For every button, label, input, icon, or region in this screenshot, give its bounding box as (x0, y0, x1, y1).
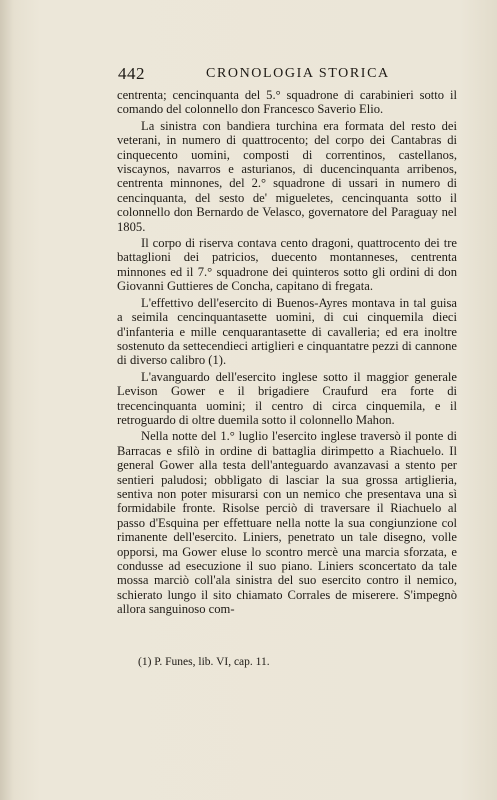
paragraph-1: centrenta; cencinquanta del 5.° squadrone di carabinieri sotto il comando del colonnello don Francesco Saverio Elio. (117, 88, 457, 117)
paragraph-3: Il corpo di riserva contava cento dragoni, quattrocento dei tre battaglioni dei patricios, duecento montanneses, centrenta minnones ed il 7.° squadrone dei quinteros sotto gli ordini di don Giovanni Guttieres de Concha, capitano di fregata. (117, 236, 457, 294)
paragraph-2: La sinistra con bandiera turchina era formata del resto dei veterani, in numero di quattrocento; del corpo dei Cantabras di cinquecento uomini, composti di correntinos, castellanos, viscaynos, navarros e asturianos, di ducencinquanta arribenos, centrenta minnones, del 2.° squadrone di ussari in numero di cencinquanta, del sesto de' migueletes, cencinquanta sotto il colonnello don Bernardo de Velasco, governatore del Paraguay nel 1805. (117, 118, 457, 234)
paragraph-5: L'avanguardo dell'esercito inglese sotto il maggior generale Levison Gower e il brigadiere Craufurd era forte di trecencinquanta uomini; il centro di circa cinquemila, e il retroguardo di oltre duemila sotto il colonnello Mahon. (117, 369, 457, 427)
running-header (118, 64, 458, 86)
body-text (117, 88, 457, 617)
paragraph-4: L'effettivo dell'esercito di Buenos-Ayres montava in tal guisa a seimila cencinquantasette uomini, di cui cinquemila dieci d'infanteria e mille cenquarantasette di cavalleria; ed era inoltre sostenuto da settecendieci artiglieri e cinquantatre pezzi di cannone di diverso calibro (1). (117, 295, 457, 368)
footnote: (1) P. Funes, lib. VI, cap. 11. (138, 656, 270, 668)
running-title: CRONOLOGIA STORICA (206, 66, 390, 81)
page-number: 442 (118, 64, 145, 83)
paragraph-6: Nella notte del 1.° luglio l'esercito inglese traversò il ponte di Barracas e sfilò in ordine di battaglia dirimpetto a Riachuelo. Il general Gower alla testa dell'anteguardo avanzavasi a stento per sentieri paludosi; obbligato di lasciar la sua grossa artiglieria, sentiva non poter misurarsi con un nemico che presentava una sì formidabile fronte. Risolse perciò di traversare il Riachuelo al passo d'Esquina per effettuare nella notte la sua congiunzione col rimanente dell'esercito. Liniers, penetrato un tale disegno, volle opporsi, ma Gower eluse lo scontro mercè una marcia sforzata, e condusse ad esecuzione il suo piano. Liniers sconcertato da tale mossa marciò coll'ala sinistra del suo esercito contro il nemico, schierato lungo il sito chiamato Corrales de miserere. S'impegnò allora sanguinoso com- (117, 429, 457, 617)
